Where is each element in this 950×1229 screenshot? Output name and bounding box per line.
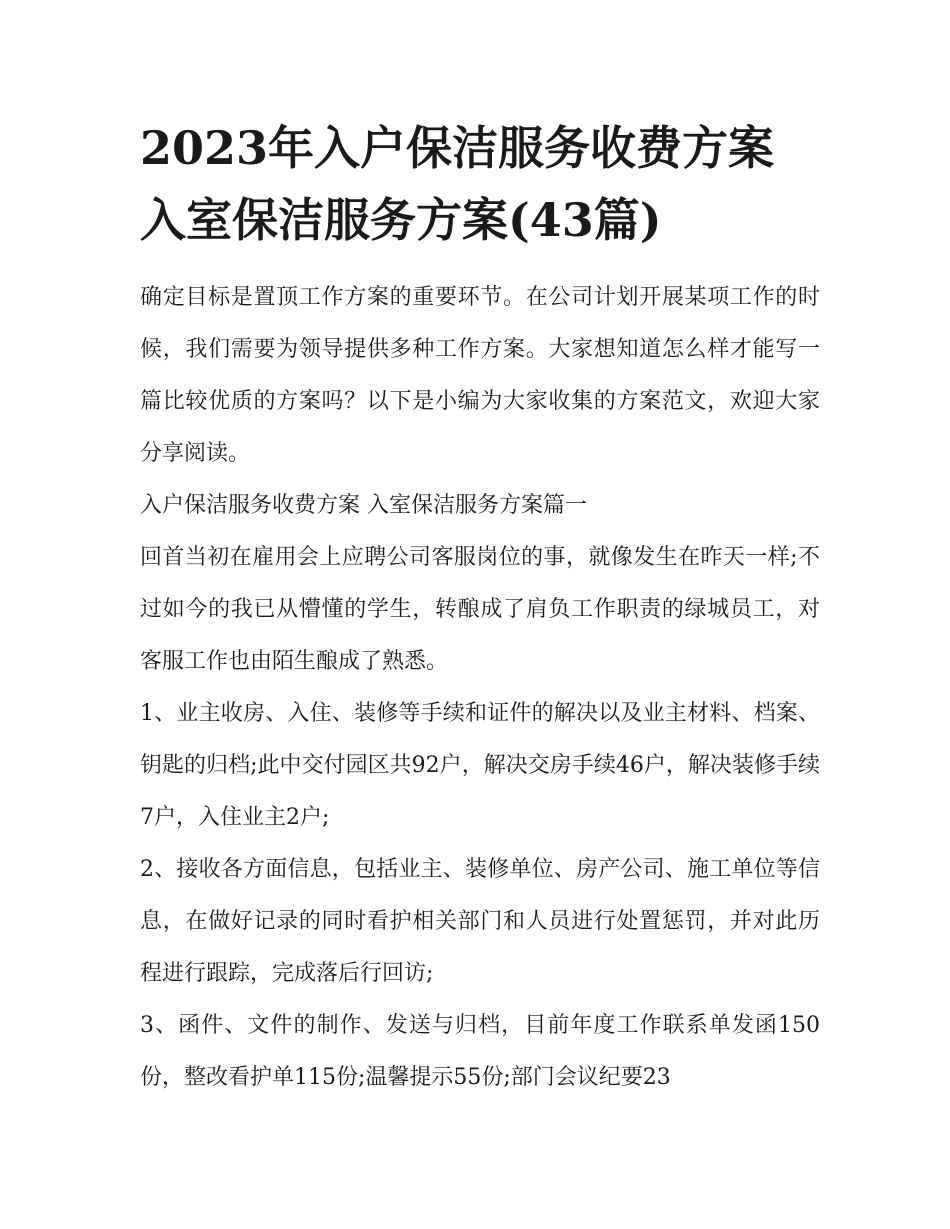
list-item-2: 2、接收各方面信息，包括业主、装修单位、房产公司、施工单位等信息，在做好记录的同时看护相关部门和人员进行处置惩罚，并对此历程进行跟踪，完成落后行回访; bbox=[140, 857, 820, 986]
section-heading: 入户保洁服务收费方案 入室保洁服务方案篇一 bbox=[140, 493, 587, 518]
body-paragraph: 回首当初在雇用会上应聘公司客服岗位的事，就像发生在昨天一样;不过如今的我已从懵懂的学生，转酿成了肩负工作职责的绿城员工，对客服工作也由陌生酿成了熟悉。 bbox=[140, 545, 820, 674]
document-page bbox=[140, 112, 820, 1104]
intro-paragraph: 确定目标是置顶工作方案的重要环节。在公司计划开展某项工作的时候，我们需要为领导提供多种工作方案。大家想知道怎么样才能写一篇比较优质的方案吗？以下是小编为大家收集的方案范文，欢迎大家分享阅读。 bbox=[140, 285, 820, 466]
title-line-2: 入室保洁服务方案(43篇) bbox=[140, 193, 662, 247]
list-item-1: 1、业主收房、入住、装修等手续和证件的解决以及业主材料、档案、钥匙的归档;此中交付园区共92户，解决交房手续46户，解决装修手续7户，入住业主2户; bbox=[140, 701, 820, 830]
list-item-3: 3、函件、文件的制作、发送与归档，目前年度工作联系单发函150份，整改看护单115份;温馨提示55份;部门会议纪要23 bbox=[140, 1013, 820, 1090]
title-line-1: 2023年入户保洁服务收费方案 bbox=[140, 121, 775, 175]
document-title bbox=[140, 112, 820, 256]
